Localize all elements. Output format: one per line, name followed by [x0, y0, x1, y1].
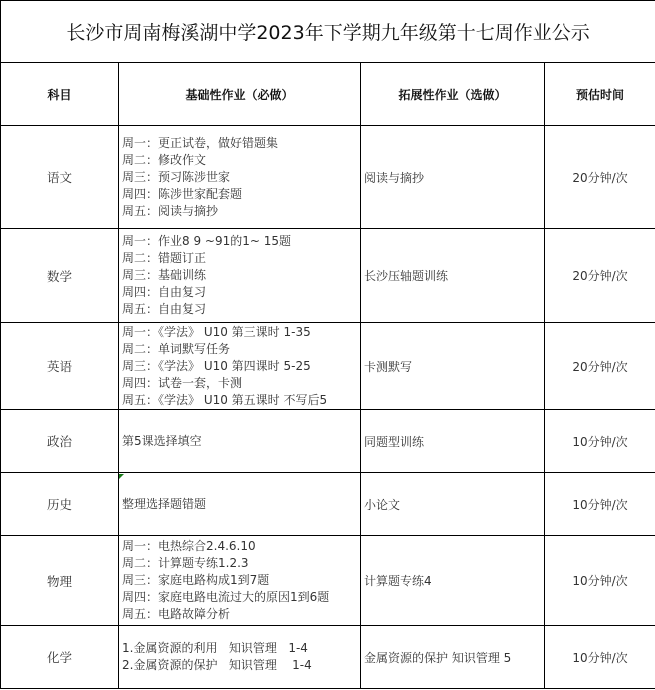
basic-line: 周二：修改作文: [122, 152, 207, 167]
time-cell[interactable]: 10分钟/次: [545, 626, 655, 689]
basic-homework-cell[interactable]: [119, 536, 361, 626]
cell-comment-marker-icon: [119, 474, 124, 479]
basic-line: 周三：预习陈涉世家: [122, 169, 231, 184]
extended-homework-cell[interactable]: 长沙压轴题训练: [361, 229, 545, 323]
basic-line: 周四：自由复习: [122, 285, 207, 299]
basic-line: 周一：电热综合2.4.6.10: [122, 539, 256, 553]
basic-line: 周一：作业8 9 ~91的1~ 15题: [122, 234, 291, 248]
subject-cell[interactable]: 语文: [1, 126, 119, 229]
time-cell[interactable]: 10分钟/次: [545, 410, 655, 473]
extended-homework-cell[interactable]: 金属资源的保护 知识管理 5: [361, 626, 545, 689]
table-row-chinese: [1, 126, 655, 229]
subject-cell[interactable]: 化学: [1, 626, 119, 689]
extended-homework-cell[interactable]: 卡测默写: [361, 323, 545, 410]
basic-homework-cell[interactable]: [119, 126, 361, 229]
basic-line: 1.金属资源的利用 知识管理 1-4: [122, 641, 308, 655]
basic-line: 周二：错题订正: [122, 251, 207, 265]
table-row-politics: [1, 410, 655, 473]
table-row-physics: [1, 536, 655, 626]
extended-homework-cell[interactable]: 计算题专练4: [361, 536, 545, 626]
extended-homework-cell[interactable]: 小论文: [361, 473, 545, 536]
basic-line: 周四：试卷一套，卡测: [122, 375, 243, 390]
basic-line: 周二：计算题专练1.2.3: [122, 556, 249, 570]
subject-cell[interactable]: 数学: [1, 229, 119, 323]
basic-line: 周四：家庭电路电流过大的原因1到6题: [122, 590, 330, 604]
header-time[interactable]: 预估时间: [545, 63, 655, 126]
extended-homework-cell[interactable]: 阅读与摘抄: [361, 126, 545, 229]
table-row-english: [1, 323, 655, 410]
basic-line: 2.金属资源的保护 知识管理 1-4: [122, 658, 312, 672]
subject-cell[interactable]: 物理: [1, 536, 119, 626]
subject-cell[interactable]: 英语: [1, 323, 119, 410]
time-cell[interactable]: 10分钟/次: [545, 473, 655, 536]
time-cell[interactable]: 20分钟/次: [545, 229, 655, 323]
basic-homework-cell[interactable]: [119, 229, 361, 323]
time-cell[interactable]: 20分钟/次: [545, 126, 655, 229]
table-row-math: [1, 229, 655, 323]
table-row-history: [1, 473, 655, 536]
title-row: [1, 1, 655, 63]
basic-line: 周三：基础训练: [122, 268, 207, 282]
time-cell[interactable]: 10分钟/次: [545, 536, 655, 626]
basic-line: 周五：电路故障分析: [122, 607, 231, 621]
basic-homework-cell[interactable]: [119, 410, 361, 473]
header-extended[interactable]: 拓展性作业（选做）: [361, 63, 545, 126]
basic-line: 周一：《学法》 U10 第三课时 1-35: [122, 324, 311, 339]
sheet-title[interactable]: 长沙市周南梅溪湖中学2023年下学期九年级第十七周作业公示: [1, 1, 655, 63]
time-cell[interactable]: 20分钟/次: [545, 323, 655, 410]
header-basic[interactable]: 基础性作业（必做）: [119, 63, 361, 126]
basic-line: 周五：阅读与摘抄: [122, 203, 219, 218]
extended-homework-cell[interactable]: 同题型训练: [361, 410, 545, 473]
basic-line: 周三：《学法》 U10 第四课时 5-25: [122, 358, 311, 373]
header-row: [1, 63, 655, 126]
basic-homework-cell[interactable]: [119, 473, 361, 536]
basic-line: 周三：家庭电路构成1到7题: [122, 573, 270, 587]
basic-line: 周四：陈涉世家配套题: [122, 186, 243, 201]
subject-cell[interactable]: 历史: [1, 473, 119, 536]
basic-homework-cell[interactable]: [119, 323, 361, 410]
subject-cell[interactable]: 政治: [1, 410, 119, 473]
basic-line: 周五：自由复习: [122, 302, 207, 316]
basic-homework-cell[interactable]: [119, 626, 361, 689]
header-subject[interactable]: 科目: [1, 63, 119, 126]
basic-line: 周五：《学法》 U10 第五课时 不写后5: [122, 392, 328, 407]
basic-line: 第5课选择填空: [122, 433, 202, 448]
basic-line: 整理选择题错题: [122, 496, 207, 511]
basic-line: 周一：更正试卷，做好错题集: [122, 135, 279, 150]
table-row-chemistry: [1, 626, 655, 689]
basic-line: 周二：单词默写任务: [122, 341, 231, 356]
